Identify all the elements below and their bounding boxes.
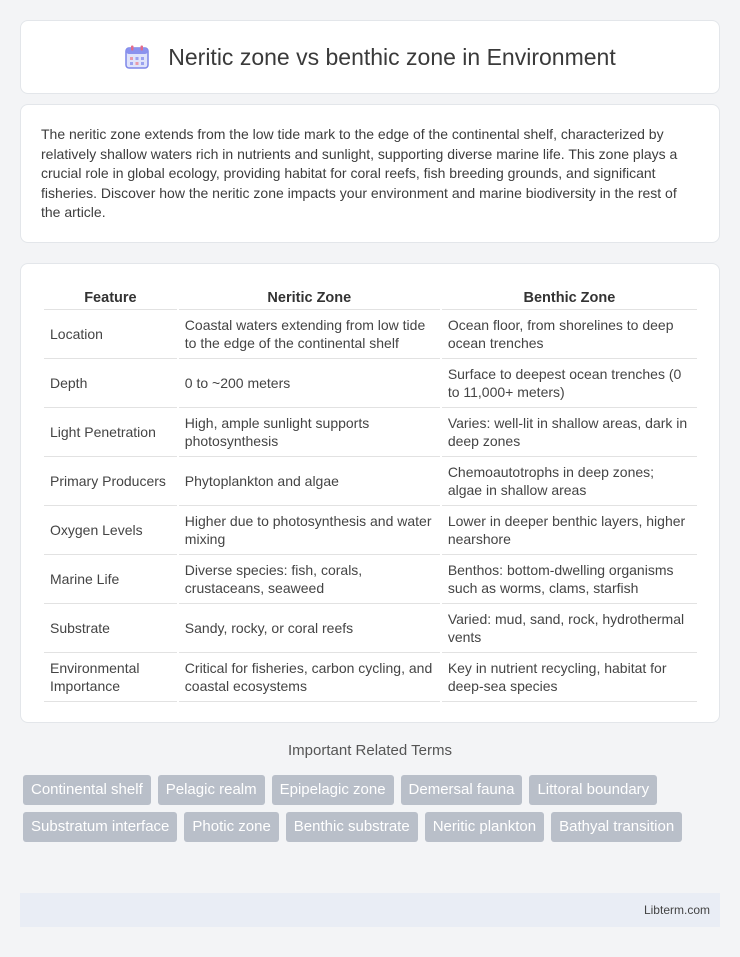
page-title: Neritic zone vs benthic zone in Environment [168, 43, 616, 70]
related-term-tag[interactable]: Continental shelf [23, 775, 151, 805]
feature-cell: Light Penetration [44, 408, 177, 457]
neritic-cell: Coastal waters extending from low tide to the edge of the continental shelf [179, 310, 440, 359]
benthic-cell: Surface to deepest ocean trenches (0 to 11,000+ meters) [442, 359, 697, 408]
comparison-table [42, 286, 699, 702]
feature-cell: Primary Producers [44, 457, 177, 506]
table-row [44, 555, 697, 604]
feature-cell: Depth [44, 359, 177, 408]
related-term-tag[interactable]: Photic zone [184, 812, 278, 842]
neritic-cell: Critical for fisheries, carbon cycling, and coastal ecosystems [179, 653, 440, 702]
benthic-cell: Benthos: bottom-dwelling organisms such as worms, clams, starfish [442, 555, 697, 604]
related-term-tag[interactable]: Bathyal transition [551, 812, 682, 842]
feature-cell: Environmental Importance [44, 653, 177, 702]
neritic-cell: High, ample sunlight supports photosynthesis [179, 408, 440, 457]
table-row [44, 408, 697, 457]
neritic-cell: Higher due to photosynthesis and water mixing [179, 506, 440, 555]
comparison-table-card [20, 263, 720, 723]
intro-paragraph: The neritic zone extends from the low tide mark to the edge of the continental shelf, characterized by relatively shallow waters rich in nutrients and sunlight, supporting diverse marine life. This zone plays a crucial role in global ecology, providing habitat for coral reefs, fish breeding grounds, and significant fisheries. Discover how the neritic zone impacts your environment and marine biodiversity in the rest of the article. [41, 126, 678, 220]
related-terms-title: Important Related Terms [288, 742, 452, 759]
intro-card [20, 104, 720, 243]
table-row [44, 457, 697, 506]
feature-cell: Substrate [44, 604, 177, 653]
title-row [124, 44, 615, 71]
feature-cell: Oxygen Levels [44, 506, 177, 555]
benthic-cell: Varied: mud, sand, rock, hydrothermal vents [442, 604, 697, 653]
footer-site-link[interactable]: Libterm.com [643, 903, 710, 917]
related-term-tag[interactable]: Neritic plankton [425, 812, 544, 842]
header-neritic-zone: Neritic Zone [179, 286, 440, 310]
related-term-tag[interactable]: Littoral boundary [529, 775, 657, 805]
benthic-cell: Ocean floor, from shorelines to deep ocean trenches [442, 310, 697, 359]
calendar-icon [124, 44, 150, 70]
feature-cell: Location [44, 310, 177, 359]
feature-cell: Marine Life [44, 555, 177, 604]
benthic-cell: Chemoautotrophs in deep zones; algae in shallow areas [442, 457, 697, 506]
neritic-cell: Diverse species: fish, corals, crustaceans, seaweed [179, 555, 440, 604]
footer [20, 893, 720, 927]
benthic-cell: Varies: well-lit in shallow areas, dark in deep zones [442, 408, 697, 457]
table-row [44, 604, 697, 653]
related-term-tag[interactable]: Substratum interface [23, 812, 177, 842]
related-term-tag[interactable]: Epipelagic zone [272, 775, 394, 805]
related-terms-list [23, 775, 703, 842]
header-card [20, 20, 720, 94]
neritic-cell: 0 to ~200 meters [179, 359, 440, 408]
neritic-cell: Phytoplankton and algae [179, 457, 440, 506]
neritic-cell: Sandy, rocky, or coral reefs [179, 604, 440, 653]
table-row [44, 653, 697, 702]
table-row [44, 310, 697, 359]
related-term-tag[interactable]: Benthic substrate [286, 812, 418, 842]
table-row [44, 506, 697, 555]
table-header-row [44, 286, 697, 310]
benthic-cell: Lower in deeper benthic layers, higher nearshore [442, 506, 697, 555]
related-term-tag[interactable]: Demersal fauna [401, 775, 523, 805]
benthic-cell: Key in nutrient recycling, habitat for deep-sea species [442, 653, 697, 702]
related-term-tag[interactable]: Pelagic realm [158, 775, 265, 805]
header-benthic-zone: Benthic Zone [442, 286, 697, 310]
header-feature: Feature [44, 286, 177, 310]
table-row [44, 359, 697, 408]
